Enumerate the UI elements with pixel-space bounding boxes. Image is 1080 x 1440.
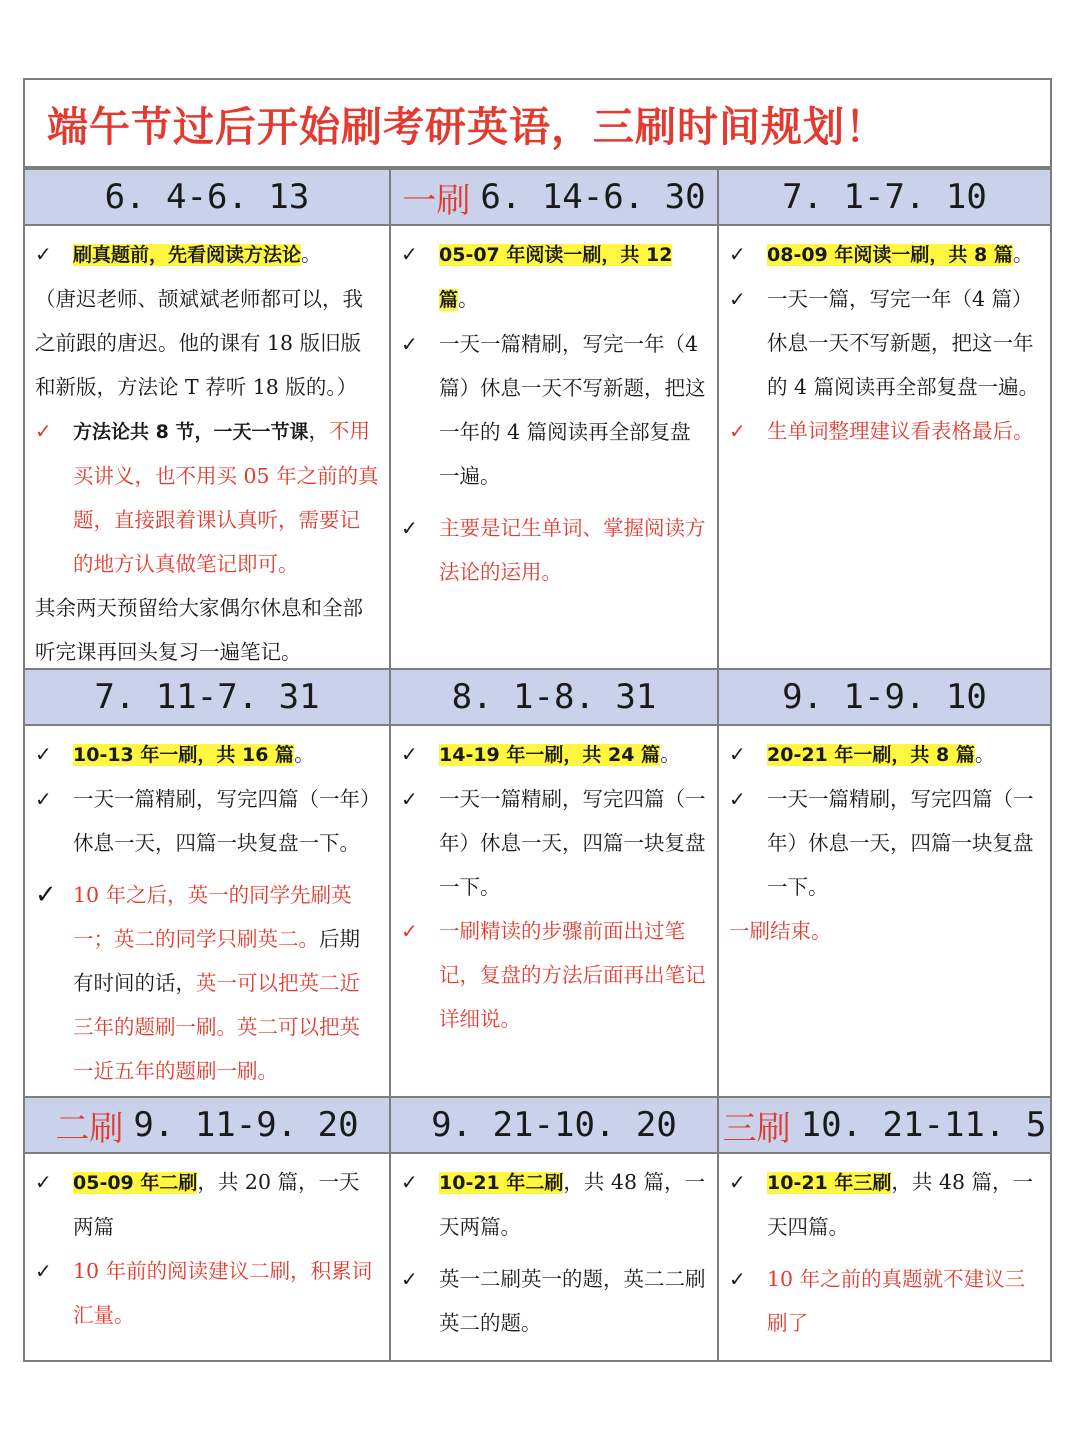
plan-row-3 [25,1154,1050,1360]
list-item: ✓ 10-21 年三刷，共 48 篇，一天四篇。 [729,1160,1040,1249]
check-icon: ✓ [401,516,418,540]
list-item: ✓ 10 年之后，英一的同学先刷英一；英二的同学只刷英二。后期有时间的话，英一可以把英二近三年的题刷一刷。英二可以把英一近五年的题刷一刷。 [35,873,379,1093]
plan-cell [391,226,719,668]
page-title: 端午节过后开始刷考研英语，三刷时间规划！ [47,102,887,151]
date-band-3 [25,1096,1050,1154]
list-item: ✓ 10-13 年一刷，共 16 篇。 [35,732,379,777]
plan-row-2 [25,726,1050,1096]
date-band-1 [25,168,1050,226]
check-icon: ✓ [729,1267,746,1291]
check-icon: ✓ [35,1259,52,1283]
list-item: ✓ 方法论共 8 节，一天一节课，不用买讲义，也不用买 05 年之前的真题，直接跟着课认真听，需要记的地方认真做笔记即可。 [35,409,379,586]
date-header: 7. 1-7. 10 [782,177,987,217]
check-icon: ✓ [35,880,57,910]
plan-cell [25,726,391,1096]
date-header: 一刷 6. 14-6. 30 [391,170,719,224]
check-icon: ✓ [729,242,746,266]
date-header: 三刷 10. 21-11. 5 [719,1098,1050,1152]
list-item: ✓ 生单词整理建议看表格最后。 [729,409,1040,453]
check-icon: ✓ [401,919,418,943]
check-icon: ✓ [729,1170,746,1194]
list-item: ✓ 14-19 年一刷，共 24 篇。 [401,732,707,777]
check-icon: ✓ [35,419,52,443]
check-icon: ✓ [729,742,746,766]
list-item: ✓ 一刷精读的步骤前面出过笔记，复盘的方法后面再出笔记详细说。 [401,909,707,1041]
plan-cell [391,726,719,1096]
list-item: ✓ 一天一篇精刷，写完四篇（一年）休息一天，四篇一块复盘一下。 [401,777,707,909]
date-header: 6. 4-6. 13 [25,170,391,224]
check-icon: ✓ [401,332,418,356]
check-icon: ✓ [401,242,418,266]
list-item: ✓ 主要是记生单词、掌握阅读方法论的运用。 [401,506,707,594]
date-header: 7. 11-7. 31 [25,670,391,724]
round-tag: 一刷 [402,180,471,221]
plan-cell [719,726,1050,1096]
date-band-2 [25,668,1050,726]
list-item: ✓ 08-09 年阅读一刷，共 8 篇。 [729,232,1040,277]
plan-cell [719,1154,1050,1360]
check-icon: ✓ [35,742,52,766]
list-item: ✓ 05-07 年阅读一刷，共 12 篇。 [401,232,707,322]
check-icon: ✓ [401,787,418,811]
check-icon: ✓ [401,1267,418,1291]
list-item: ✓ 刷真题前，先看阅读方法论。 [35,232,379,277]
check-icon: ✓ [401,1170,418,1194]
list-item: ✓ 05-09 年二刷，共 20 篇，一天两篇 [35,1160,379,1249]
date-header: 9. 1-9. 10 [782,677,987,717]
check-icon: ✓ [35,242,52,266]
check-icon: ✓ [729,287,746,311]
check-icon: ✓ [729,787,746,811]
check-icon: ✓ [35,1170,52,1194]
plan-cell [25,226,391,668]
title-row [25,80,1050,168]
check-icon: ✓ [729,419,746,443]
check-icon: ✓ [35,787,52,811]
plan-row-1 [25,226,1050,668]
note-text: 其余两天预留给大家偶尔休息和全部听完课再回头复习一遍笔记。 [35,596,363,664]
note-text: 一刷结束。 [729,919,832,943]
list-item: ✓ 一天一篇精刷，写完四篇（一年）休息一天，四篇一块复盘一下。 [729,777,1040,909]
plan-cell [25,1154,391,1360]
schedule-table [23,78,1052,1362]
plan-cell [719,226,1050,668]
round-tag: 三刷 [722,1108,791,1149]
list-item: ✓ 一天一篇，写完一年（4 篇）休息一天不写新题，把这一年的 4 篇阅读再全部复盘一遍。 [729,277,1040,409]
date-header: 二刷 9. 11-9. 20 [25,1098,391,1152]
list-item: ✓ 10-21 年二刷，共 48 篇，一天两篇。 [401,1160,707,1249]
list-item: ✓ 一天一篇精刷，写完一年（4 篇）休息一天不写新题，把这一年的 4 篇阅读再全部复盘一遍。 [401,322,707,498]
list-item: ✓ 10 年前的阅读建议二刷，积累词汇量。 [35,1249,379,1337]
plan-cell [391,1154,719,1360]
list-item: ✓ 10 年之前的真题就不建议三刷了 [729,1257,1040,1345]
round-tag: 二刷 [55,1108,124,1149]
list-item: ✓ 英一二刷英一的题，英二二刷英二的题。 [401,1257,707,1345]
date-header: 9. 21-10. 20 [391,1098,719,1152]
check-icon: ✓ [401,742,418,766]
date-header: 8. 1-8. 31 [391,670,719,724]
list-item: ✓ 20-21 年一刷，共 8 篇。 [729,732,1040,777]
list-item: ✓ 一天一篇精刷，写完四篇（一年）休息一天，四篇一块复盘一下。 [35,777,379,865]
note-text: （唐迟老师、颉斌斌老师都可以，我之前跟的唐迟。他的课有 18 版旧版和新版，方法论 T 荐听 18 版的。） [35,287,363,399]
